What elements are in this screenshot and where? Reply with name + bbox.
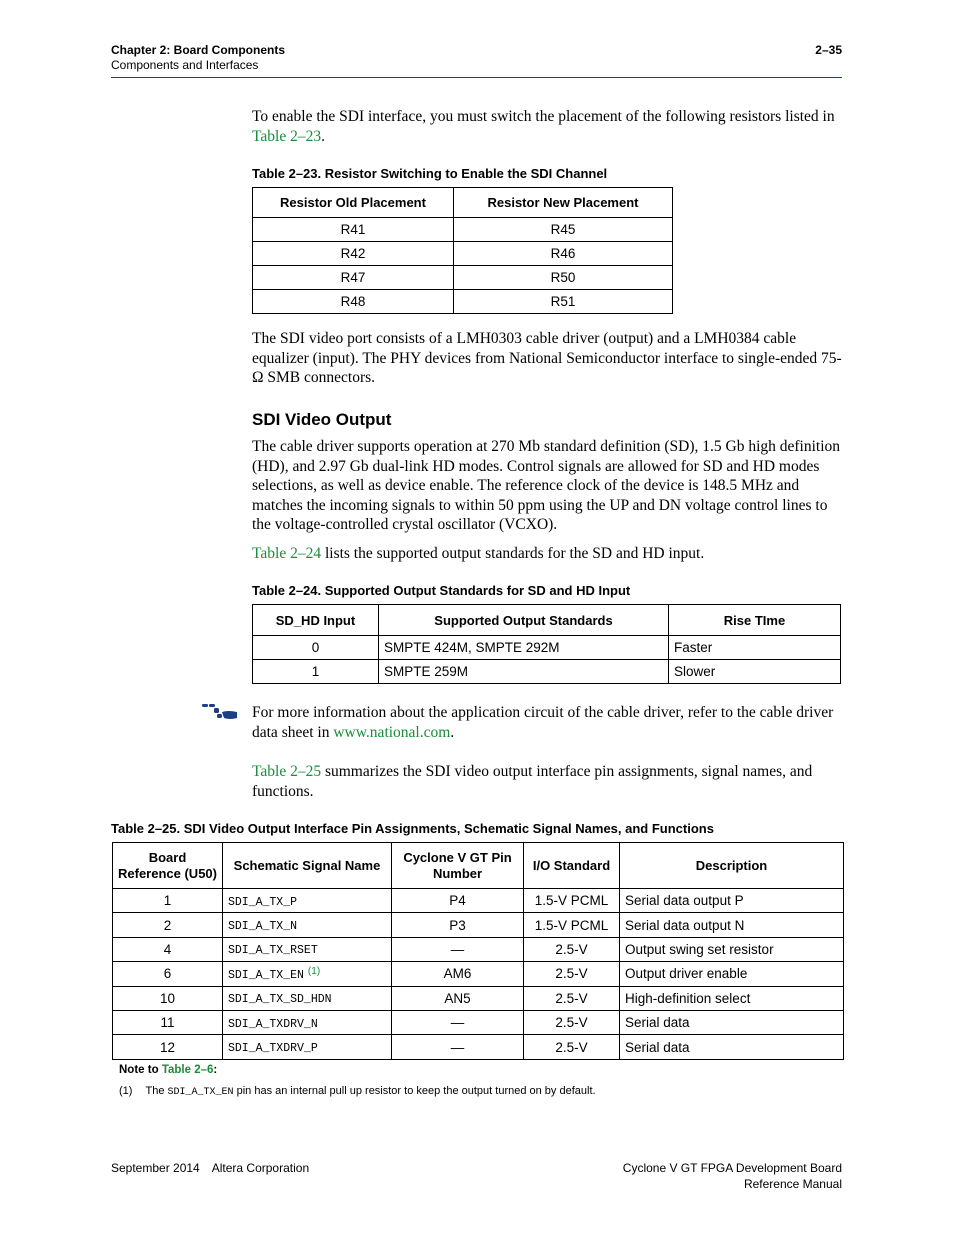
table-cell: 2.5-V (524, 1010, 620, 1034)
table-cell: R48 (253, 290, 454, 314)
table-cell: R46 (454, 242, 673, 266)
table-cell: — (392, 937, 524, 961)
table-cell: P4 (392, 889, 524, 913)
table-2-23-caption: Table 2–23. Resistor Switching to Enable the SDI Channel (252, 166, 608, 181)
table-row (253, 290, 673, 314)
table-2-6-link[interactable]: Table 2–6 (161, 1064, 214, 1076)
footnote-number: (1) (119, 1085, 133, 1097)
table-header-cell: Schematic Signal Name (223, 843, 392, 889)
signal-name: SDI_A_TX_EN (228, 968, 304, 982)
table-cell (223, 986, 392, 1010)
table-cell: R42 (253, 242, 454, 266)
table-header-cell: SD_HD Input (253, 605, 379, 636)
footer-company: Altera Corporation (211, 1161, 310, 1175)
table-header-cell: Cyclone V GT Pin Number (392, 843, 524, 889)
table-2-25-reference: Table 2–25 summarizes the SDI video output interface pin assignments, signal names, and functions. (252, 763, 813, 800)
signal-name: SDI_A_TXDRV_P (228, 1042, 318, 1056)
table-2-25-body (113, 889, 844, 1060)
table-cell: 2.5-V (524, 937, 620, 961)
table-row (113, 1010, 844, 1034)
table-cell (223, 1035, 392, 1059)
table-cell: 6 (113, 962, 223, 986)
table-header-cell: Resistor Old Placement (253, 188, 454, 218)
sdi-port-paragraph: The SDI video port consists of a LMH0303 cable driver (output) and a LMH0384 cable equalizer (input). The PHY devices from National Semiconductor interface to single-ended 75-Ω SMB connectors. (252, 330, 842, 386)
signal-name: SDI_A_TX_P (228, 895, 298, 909)
table-cell: Serial data (620, 1035, 844, 1059)
table-header-cell: Rise TIme (669, 605, 841, 636)
table-note-title: Note to Table 2–6: (119, 1064, 218, 1076)
table-cell: Serial data output N (620, 913, 844, 937)
table-header-cell: I/O Standard (524, 843, 620, 889)
table-cell: 1 (253, 660, 379, 684)
table-cell: 2.5-V (524, 986, 620, 1010)
table-row (253, 218, 673, 242)
table-cell: R47 (253, 266, 454, 290)
footer-doc-sub: Reference Manual (743, 1177, 842, 1191)
table-cell: R41 (253, 218, 454, 242)
table-cell: Output swing set resistor (620, 937, 844, 961)
footer-date: September 2014 (111, 1161, 200, 1175)
table-2-25-link[interactable]: Table 2–25 (252, 763, 322, 780)
table-cell: 12 (113, 1035, 223, 1059)
table-cell: 11 (113, 1010, 223, 1034)
page-number: 2–35 (815, 43, 842, 57)
table-cell: SMPTE 424M, SMPTE 292M (379, 636, 669, 660)
table-cell: 1.5-V PCML (524, 889, 620, 913)
table-header-cell: Supported Output Standards (379, 605, 669, 636)
table-header-cell: Board Reference (U50) (113, 843, 223, 889)
table-row (113, 986, 844, 1010)
table-cell: Output driver enable (620, 962, 844, 986)
table-cell: Serial data output P (620, 889, 844, 913)
table-row (113, 913, 844, 937)
table-cell: AM6 (392, 962, 524, 986)
table-cell: 2.5-V (524, 1035, 620, 1059)
table-header-cell: Resistor New Placement (454, 188, 673, 218)
signal-name: SDI_A_TXDRV_N (228, 1017, 318, 1031)
table-2-25 (112, 842, 844, 1060)
table-row (253, 266, 673, 290)
table-cell: — (392, 1035, 524, 1059)
table-2-25-caption: Table 2–25. SDI Video Output Interface Pin Assignments, Schematic Signal Names, and Functions (111, 821, 714, 836)
signal-name: SDI_A_TX_SD_HDN (228, 993, 332, 1007)
chapter-title: Chapter 2: Board Components (111, 43, 286, 57)
table-cell: R51 (454, 290, 673, 314)
table-cell (223, 962, 392, 986)
footer-doc-title: Cyclone V GT FPGA Development Board (622, 1161, 842, 1175)
table-cell: 1.5-V PCML (524, 913, 620, 937)
table-cell: 1 (113, 889, 223, 913)
intro-paragraph: To enable the SDI interface, you must switch the placement of the following resistors listed in Table 2–23. (252, 108, 835, 145)
table-cell: SMPTE 259M (379, 660, 669, 684)
table-cell: Slower (669, 660, 841, 684)
cable-driver-paragraph: The cable driver supports operation at 270 Mb standard definition (SD), 1.5 Gb high definition (HD), and 2.97 Gb dual-link HD modes. Control signals are allowed for SD and HD modes selections, as well as device enable. The reference clock of the device is 148.5 MHz and matches the incoming signals to within 50 ppm using the UP and DN voltage control lines to the voltage-controlled crystal oscillator (VCXO). (252, 438, 841, 533)
table-cell: 10 (113, 986, 223, 1010)
table-cell (223, 1010, 392, 1034)
table-row (253, 636, 841, 660)
table-cell (223, 937, 392, 961)
table-cell: Faster (669, 636, 841, 660)
table-2-24-caption: Table 2–24. Supported Output Standards for SD and HD Input (252, 583, 631, 598)
footnote-ref[interactable]: (1) (307, 965, 321, 977)
table-cell: R45 (454, 218, 673, 242)
table-row (113, 889, 844, 913)
signal-name: SDI_A_TX_N (228, 920, 298, 934)
table-row (113, 937, 844, 961)
header-rule (111, 77, 842, 78)
table-cell: High-definition select (620, 986, 844, 1010)
table-2-23 (252, 187, 673, 314)
hand-pointer-icon (200, 702, 240, 722)
footnote-signal: SDI_A_TX_EN (167, 1087, 234, 1098)
table-cell: R50 (454, 266, 673, 290)
table-cell (223, 889, 392, 913)
section-heading: SDI Video Output (252, 410, 392, 429)
table-2-24-link[interactable]: Table 2–24 (252, 545, 322, 562)
table-cell: 2.5-V (524, 962, 620, 986)
table-footnote: (1) The SDI_A_TX_EN pin has an internal pull up resistor to keep the output turned on by default. (119, 1085, 596, 1098)
table-2-24-reference: Table 2–24 lists the supported output standards for the SD and HD input. (252, 545, 705, 562)
section-title: Components and Interfaces (111, 58, 259, 72)
national-link[interactable]: www.national.com (333, 723, 451, 741)
table-cell: P3 (392, 913, 524, 937)
footer-left (111, 1160, 309, 1176)
table-cell: 4 (113, 937, 223, 961)
footer-right (623, 1160, 842, 1192)
table-cell: AN5 (392, 986, 524, 1010)
table-cell: 2 (113, 913, 223, 937)
signal-name: SDI_A_TX_RSET (228, 944, 318, 958)
table-header-cell: Description (620, 843, 844, 889)
table-2-24 (252, 604, 841, 684)
table-row (253, 660, 841, 684)
table-row (113, 1035, 844, 1059)
info-note: For more information about the application circuit of the cable driver, refer to the cable driver data sheet in www.national.com. (252, 704, 834, 741)
table-row (253, 242, 673, 266)
table-cell: 0 (253, 636, 379, 660)
table-cell: Serial data (620, 1010, 844, 1034)
table-cell (223, 913, 392, 937)
table-row (113, 962, 844, 986)
table-2-23-link[interactable]: Table 2–23 (252, 127, 322, 145)
table-cell: — (392, 1010, 524, 1034)
running-header (111, 43, 285, 73)
